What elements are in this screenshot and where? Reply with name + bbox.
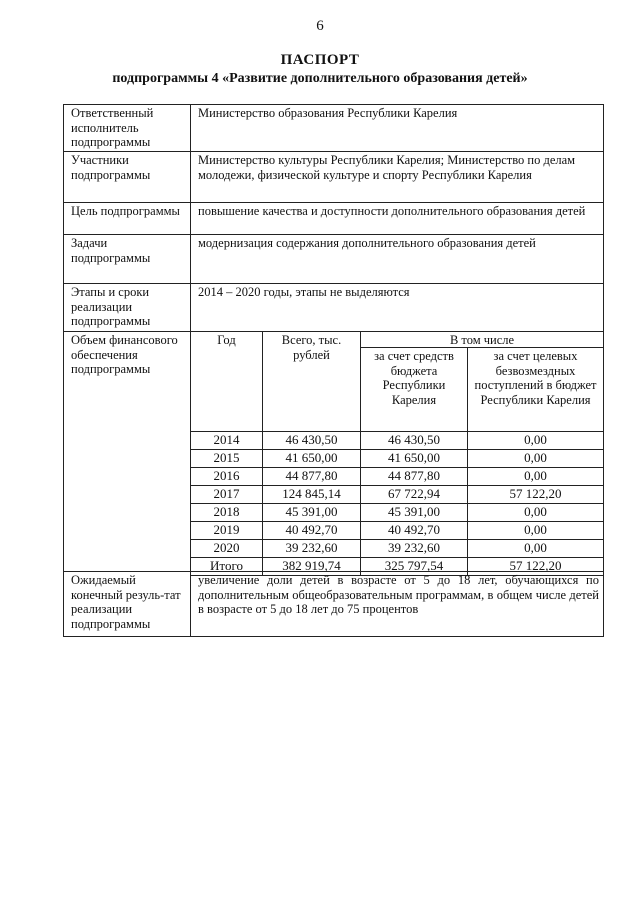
funding-cell-budget: 45 391,00 <box>360 503 468 522</box>
funding-cell-budget: 39 232,60 <box>360 539 468 558</box>
goal-value: повышение качества и доступности дополнительного образования детей <box>190 202 604 235</box>
funding-cell-total: 124 845,14 <box>262 485 361 504</box>
funding-cell-year: 2014 <box>190 431 263 450</box>
funding-cell-budget: 44 877,80 <box>360 467 468 486</box>
header-total: Всего, тыс. рублей <box>262 331 361 432</box>
funding-cell-year: 2016 <box>190 467 263 486</box>
page-number: 6 <box>316 18 324 34</box>
page-title: ПАСПОРТ <box>280 52 360 68</box>
result-value: увеличение доли детей в возрасте от 5 до 18 лет, обучающихся по дополнительным общеобразовательным программам, в общем числе детей в возрасте от 5 до 18 лет до 75 процентов <box>190 571 604 637</box>
stages-label: Этапы и сроки реализации подпрограммы <box>63 283 191 332</box>
funding-cell-year: 2017 <box>190 485 263 504</box>
header-year: Год <box>190 331 263 432</box>
funding-cell-total: 382 919,74 <box>262 557 361 576</box>
funding-cell-targeted: 0,00 <box>467 467 604 486</box>
funding-cell-year: Итого <box>190 557 263 576</box>
funding-cell-targeted: 0,00 <box>467 539 604 558</box>
header-targeted: за счет целевых безвозмездных поступлений в бюджет Республики Карелия <box>467 347 604 432</box>
responsible-value: Министерство образования Республики Карелия <box>190 104 604 152</box>
funding-cell-targeted: 57 122,20 <box>467 485 604 504</box>
funding-cell-targeted: 0,00 <box>467 449 604 468</box>
goal-label: Цель подпрограммы <box>63 202 191 235</box>
funding-cell-total: 39 232,60 <box>262 539 361 558</box>
funding-cell-total: 41 650,00 <box>262 449 361 468</box>
funding-cell-year: 2020 <box>190 539 263 558</box>
result-label: Ожидаемый конечный резуль-тат реализации подпрограммы <box>63 571 191 637</box>
funding-cell-budget: 40 492,70 <box>360 521 468 540</box>
funding-cell-targeted: 0,00 <box>467 431 604 450</box>
funding-cell-total: 40 492,70 <box>262 521 361 540</box>
header-budget: за счет средств бюджета Республики Карелия <box>360 347 468 432</box>
stages-value: 2014 – 2020 годы, этапы не выделяются <box>190 283 604 332</box>
responsible-label: Ответственный исполнитель подпрограммы <box>63 104 191 152</box>
funding-cell-year: 2018 <box>190 503 263 522</box>
funding-label: Объем финансового обеспечения подпрограммы <box>63 331 191 572</box>
funding-cell-budget: 41 650,00 <box>360 449 468 468</box>
funding-cell-total: 46 430,50 <box>262 431 361 450</box>
funding-cell-total: 45 391,00 <box>262 503 361 522</box>
participants-value: Министерство культуры Республики Карелия; Министерство по делам молодежи, физической культуре и спорту Республики Карелия <box>190 151 604 203</box>
funding-cell-total: 44 877,80 <box>262 467 361 486</box>
funding-cell-budget: 46 430,50 <box>360 431 468 450</box>
funding-cell-year: 2015 <box>190 449 263 468</box>
funding-cell-targeted: 0,00 <box>467 503 604 522</box>
page-subtitle: подпрограммы 4 «Развитие дополнительного образования детей» <box>112 71 528 86</box>
tasks-value: модернизация содержания дополнительного образования детей <box>190 234 604 284</box>
participants-label: Участники подпрограммы <box>63 151 191 203</box>
funding-cell-year: 2019 <box>190 521 263 540</box>
tasks-label: Задачи подпрограммы <box>63 234 191 284</box>
funding-cell-budget: 325 797,54 <box>360 557 468 576</box>
header-including: В том числе <box>360 331 604 348</box>
funding-cell-targeted: 0,00 <box>467 521 604 540</box>
funding-cell-targeted: 57 122,20 <box>467 557 604 576</box>
funding-cell-budget: 67 722,94 <box>360 485 468 504</box>
